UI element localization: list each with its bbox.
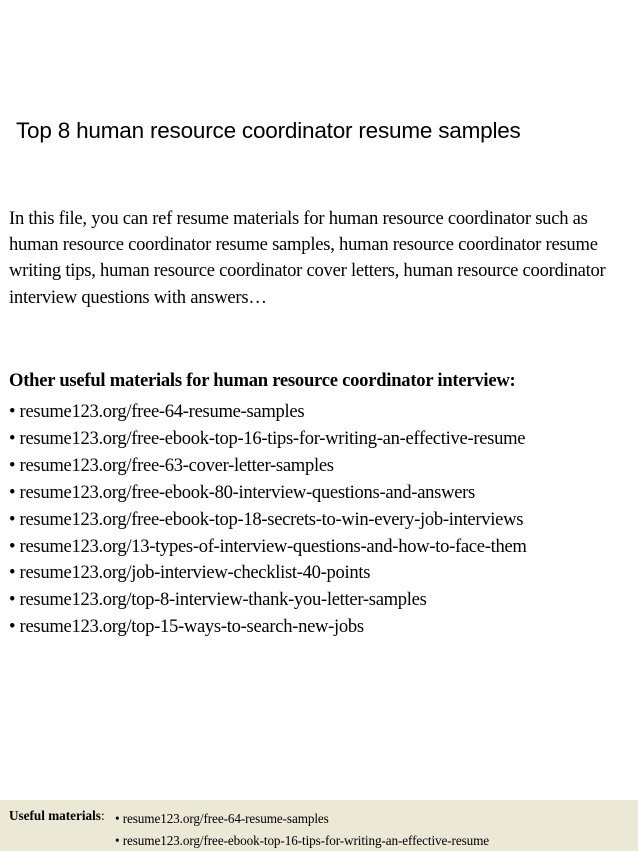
footer-bar	[0, 800, 638, 851]
materials-link[interactable]: • resume123.org/top-8-interview-thank-you-letter-samples	[9, 589, 427, 611]
materials-link[interactable]: • resume123.org/13-types-of-interview-questions-and-how-to-face-them	[9, 535, 527, 557]
materials-link[interactable]: • resume123.org/free-64-resume-samples	[9, 401, 305, 422]
footer-link[interactable]: • resume123.org/free-ebook-top-16-tips-for-writing-an-effective-resume	[115, 833, 490, 848]
materials-link-list	[9, 399, 633, 641]
materials-link[interactable]: • resume123.org/job-interview-checklist-40-points	[9, 562, 371, 584]
footer-label-text: Useful materials	[9, 808, 101, 823]
footer-label-separator: :	[100, 808, 105, 823]
footer-link[interactable]: • resume123.org/free-64-resume-samples	[115, 811, 329, 826]
materials-link[interactable]: • resume123.org/free-ebook-top-18-secrets-to-win-every-job-interviews	[9, 508, 524, 530]
materials-link[interactable]: • resume123.org/top-15-ways-to-search-new-jobs	[9, 616, 364, 638]
materials-heading: Other useful materials for human resource coordinator interview:	[9, 370, 516, 391]
intro-paragraph: In this file, you can ref resume materials for human resource coordinator such as human resource coordinator resume samples, human resource coordinator resume writing tips, human resource coordinator cover letters, human resource coordinator interview questions with answers…	[9, 208, 606, 308]
footer-link-list	[115, 808, 489, 852]
materials-link[interactable]: • resume123.org/free-ebook-top-16-tips-for-writing-an-effective-resume	[9, 427, 526, 449]
materials-link[interactable]: • resume123.org/free-ebook-80-interview-questions-and-answers	[9, 481, 475, 503]
page-title: Top 8 human resource coordinator resume samples	[16, 118, 521, 143]
materials-link[interactable]: • resume123.org/free-63-cover-letter-samples	[9, 454, 334, 476]
footer-label	[9, 808, 105, 824]
